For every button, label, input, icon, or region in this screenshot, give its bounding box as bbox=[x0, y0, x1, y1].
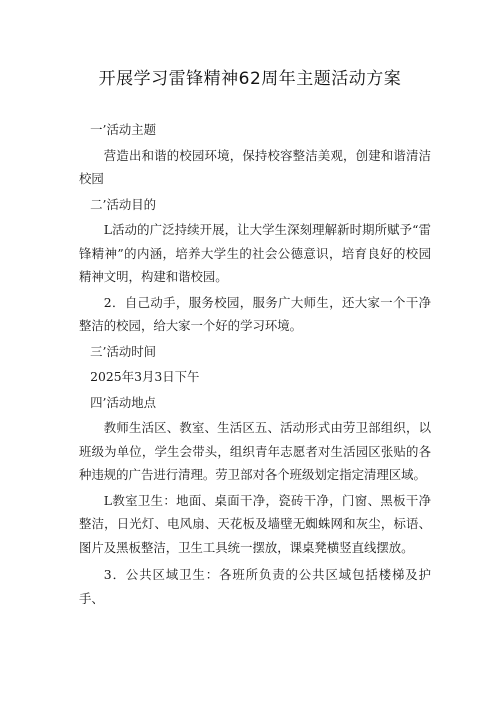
paragraph-public-area-hygiene: 3．公共区域卫生：各班所负责的公共区域包括楼梯及护手、 bbox=[79, 567, 431, 606]
section-heading-time: 三’活动时间 bbox=[90, 343, 157, 359]
section-heading-purpose: 二’活动目的 bbox=[90, 196, 157, 212]
paragraph-location: 教师生活区、教室、生活区五、活动形式由劳卫部组织，以班级为单位，学生会带头，组织青年志愿者对生活园区张贴的各种违规的广告进行清理。劳卫部对各个班级划定指定清理区域。 bbox=[79, 420, 431, 482]
section-heading-location: 四’活动地点 bbox=[90, 394, 157, 410]
paragraph-time: 2025年3月3日下午 bbox=[90, 369, 200, 384]
document-body bbox=[79, 118, 431, 612]
paragraph-purpose-1: L活动的广泛持续开展，让大学生深刻理解新时期所赋予“雷锋精神”的内涵，培养大学生的社会公德意识，培育良好的校园精神文明，构建和谐校园。 bbox=[79, 222, 431, 284]
section-heading-theme: 一’活动主题 bbox=[90, 122, 157, 137]
page-title: 开展学习雷锋精神62周年主题活动方案 bbox=[98, 69, 402, 89]
paragraph-theme: 营造出和谐的校园环境，保持校容整洁美观，创建和谐清洁校园 bbox=[79, 147, 431, 186]
paragraph-purpose-2: 2．自己动手，服务校园，服务广大师生，还大家一个干净整洁的校园，给大家一个好的学习环境。 bbox=[79, 294, 431, 333]
paragraph-classroom-hygiene: L教室卫生：地面、桌面干净，瓷砖干净，门窗、黑板干净整洁，日光灯、电风扇、天花板及墙壁无蜘蛛网和灰尘，标语、图片及黑板整洁，卫生工具统一摆放，课桌凳横竖直线摆放。 bbox=[79, 492, 431, 555]
